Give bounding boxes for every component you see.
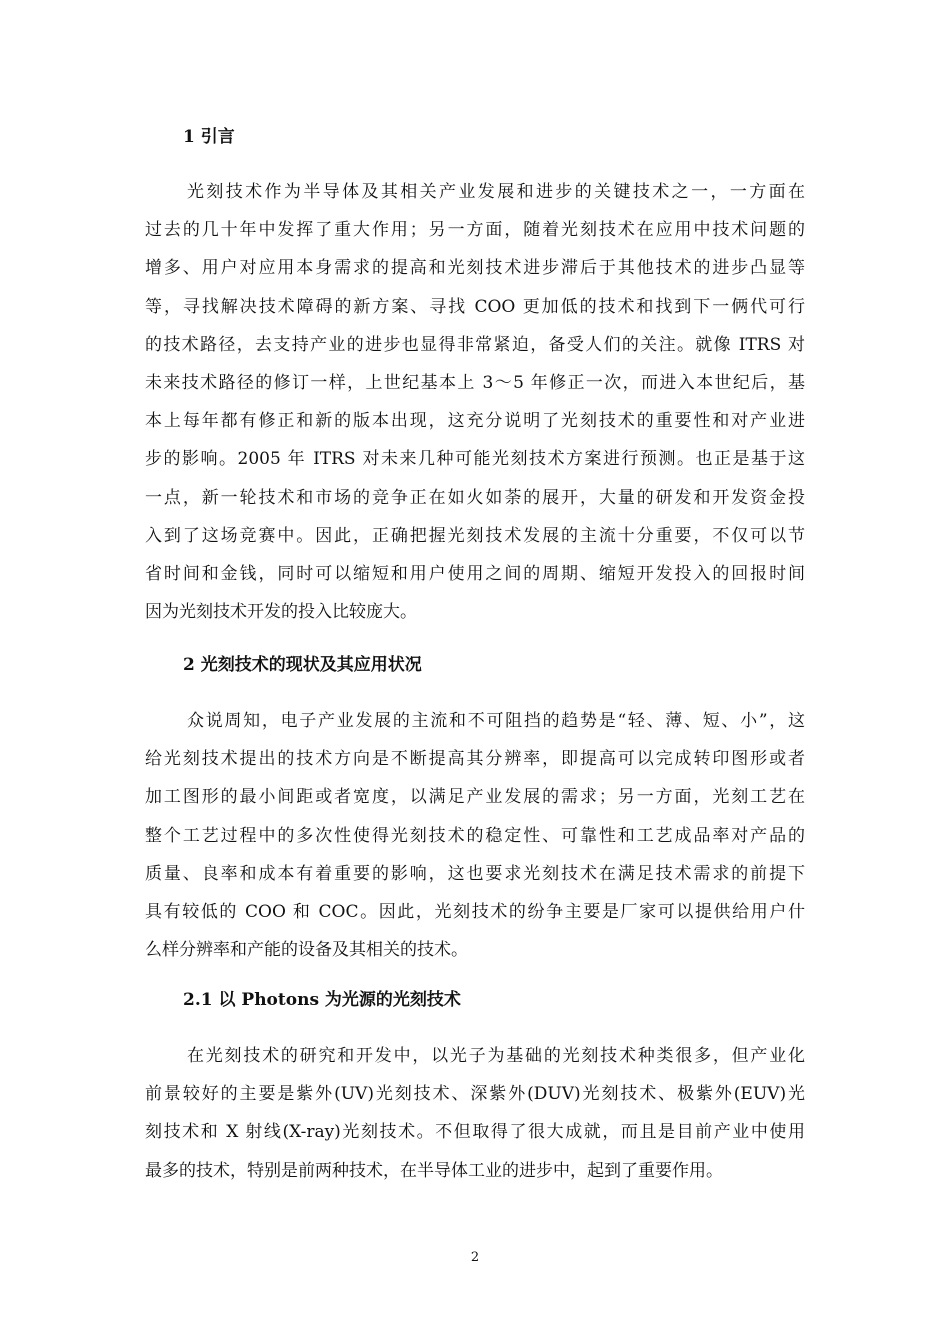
paragraph-line: 入到了这场竞赛中。因此，正确把握光刻技术发展的主流十分重要，不仅可以节 — [145, 526, 805, 546]
paragraph-line: 众说周知，电子产业发展的主流和不可阻挡的趋势是“轻、薄、短、小”，这 — [187, 711, 805, 731]
paragraph-line: 在光刻技术的研究和开发中，以光子为基础的光刻技术种类很多，但产业化 — [187, 1046, 805, 1066]
paragraph-line: 过去的几十年中发挥了重大作用；另一方面，随着光刻技术在应用中技术问题的 — [145, 220, 805, 240]
paragraph-line: 具有较低的 COO 和 COC。因此，光刻技术的纷争主要是厂家可以提供给用户什 — [145, 902, 805, 922]
paragraph-line: 前景较好的主要是紫外(UV)光刻技术、深紫外(DUV)光刻技术、极紫外(EUV)光 — [145, 1084, 805, 1104]
paragraph-line: 增多、用户对应用本身需求的提高和光刻技术进步滞后于其他技术的进步凸显等 — [145, 258, 805, 278]
paragraph-line: 刻技术和 X 射线(X-ray)光刻技术。不但取得了很大成就，而且是目前产业中使用 — [145, 1122, 805, 1142]
paragraph-line: 因为光刻技术开发的投入比较庞大。 — [145, 602, 417, 622]
paragraph-line: 的技术路径，去支持产业的进步也显得非常紧迫，备受人们的关注。就像 ITRS 对 — [145, 335, 805, 355]
section-heading: 1 引言 — [183, 127, 235, 147]
paragraph-line: 给光刻技术提出的技术方向是不断提高其分辨率，即提高可以完成转印图形或者 — [145, 749, 805, 769]
paragraph-line: 省时间和金钱，同时可以缩短和用户使用之间的周期、缩短开发投入的回报时间 — [145, 564, 805, 584]
paragraph-line: 整个工艺过程中的多次性使得光刻技术的稳定性、可靠性和工艺成品率对产品的 — [145, 826, 805, 846]
paragraph-line: 光刻技术作为半导体及其相关产业发展和进步的关键技术之一，一方面在 — [187, 182, 805, 202]
paragraph-line: 本上每年都有修正和新的版本出现，这充分说明了光刻技术的重要性和对产业进 — [145, 411, 805, 431]
page-number: 2 — [470, 1250, 480, 1265]
section-heading: 2.1 以 Photons 为光源的光刻技术 — [183, 990, 461, 1010]
paragraph-line: 么样分辨率和产能的设备及其相关的技术。 — [145, 940, 468, 960]
section-heading: 2 光刻技术的现状及其应用状况 — [183, 655, 422, 675]
paragraph-line: 等，寻找解决技术障碍的新方案、寻找 COO 更加低的技术和找到下一俩代可行 — [145, 297, 805, 317]
paragraph-line: 加工图形的最小间距或者宽度，以满足产业发展的需求；另一方面，光刻工艺在 — [145, 787, 805, 807]
paragraph-line: 质量、良率和成本有着重要的影响，这也要求光刻技术在满足技术需求的前提下 — [145, 864, 805, 884]
paragraph-line: 最多的技术，特别是前两种技术，在半导体工业的进步中，起到了重要作用。 — [145, 1161, 723, 1181]
paragraph-line: 一点，新一轮技术和市场的竞争正在如火如荼的展开，大量的研发和开发资金投 — [145, 488, 805, 508]
paragraph-line: 未来技术路径的修订一样，上世纪基本上 3～5 年修正一次，而进入本世纪后，基 — [145, 373, 805, 393]
paragraph-line: 步的影响。2005 年 ITRS 对未来几种可能光刻技术方案进行预测。也正是基于这 — [145, 449, 805, 469]
